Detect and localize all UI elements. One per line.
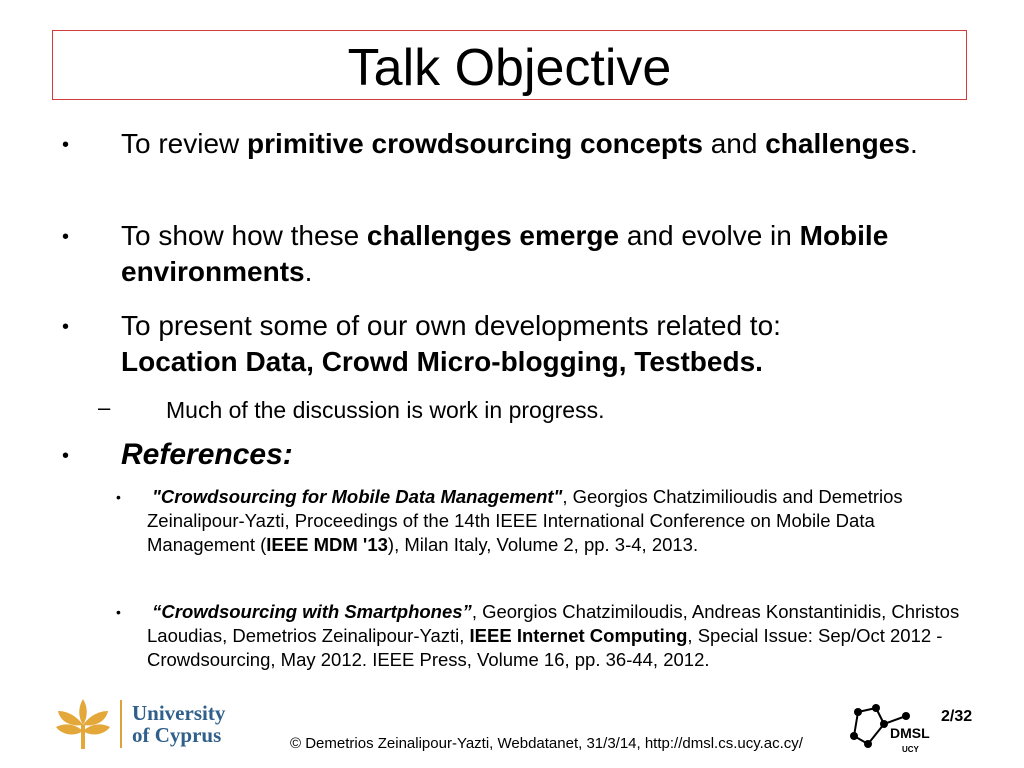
slide-title: Talk Objective — [347, 39, 672, 97]
sub-bullet-dash: – — [98, 395, 111, 420]
bullet-dot: • — [62, 445, 70, 467]
title-box — [52, 30, 967, 100]
page-number: 2/32 — [941, 708, 973, 725]
references-label: References: — [121, 438, 293, 471]
sub-bullet-text: Much of the discussion is work in progress. — [166, 397, 605, 423]
footer-copyright: © Demetrios Zeinalipour-Yazti, Webdatanet, 31/3/14, http://dmsl.cs.ucy.ac.cy/ — [290, 735, 803, 752]
reference-text: "Crowdsourcing for Mobile Data Management", Georgios Chatzimilioudis and Demetrios Zeinalipour-Yazti, Proceedings of the 14th IEEE International Conference on Mobile Data Management (IEEE MDM '13), Milan Italy, Volume 2, pp. 3-4, 2013. — [147, 486, 903, 555]
bullet-dot: • — [62, 226, 70, 248]
reference-dot: • — [116, 604, 121, 620]
reference-dot: • — [116, 489, 121, 505]
university-logo — [52, 694, 232, 754]
university-name: University of Cyprus — [132, 701, 226, 747]
dmsl-logo-icon — [846, 698, 936, 758]
bullet-dot: • — [62, 134, 70, 156]
dmsl-text: DMSL — [890, 725, 930, 741]
bullet-text: To review primitive crowdsourcing concepts and challenges. — [121, 128, 918, 159]
dmsl-sub-text: UCY — [902, 745, 919, 754]
bullet-text: To show how these challenges emerge and evolve in Mobile environments. — [121, 220, 889, 287]
bullet-text: To present some of our own developments related to: Location Data, Crowd Micro-blogging, Testbeds. — [121, 310, 781, 377]
logo-separator — [120, 700, 122, 748]
reference-text: “Crowdsourcing with Smartphones”, Georgios Chatzimiloudis, Andreas Konstantinidis, Christos Laoudias, Demetrios Zeinalipour-Yazti, IEEE Internet Computing, Special Issue: Sep/Oct 2012 - Crowdsourcing, May 2012. IEEE Press, Volume 16, pp. 36-44, 2012. — [147, 601, 960, 670]
bullet-dot: • — [62, 316, 70, 338]
university-emblem-icon — [52, 695, 114, 753]
